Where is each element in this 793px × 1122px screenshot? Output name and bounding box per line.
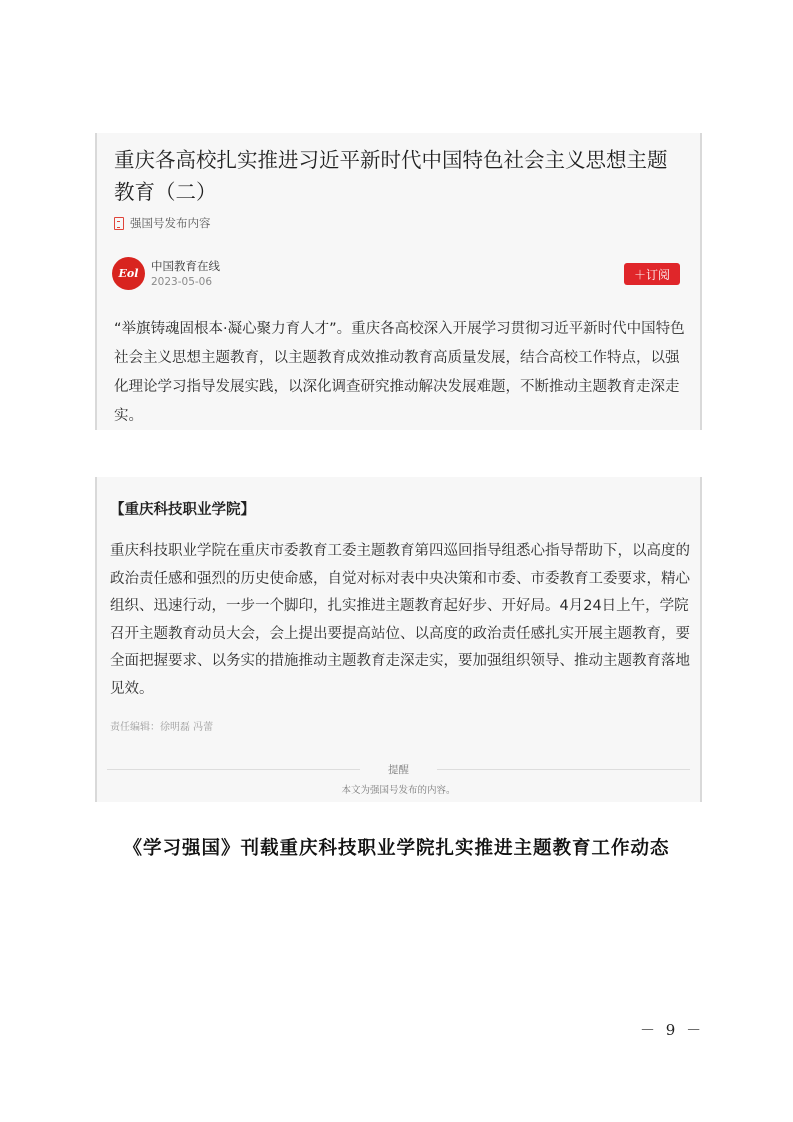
article-title: 重庆各高校扎实推进习近平新时代中国特色社会主义思想主题教育（二） <box>114 148 668 204</box>
publisher-name[interactable]: 中国教育在线 <box>151 259 220 273</box>
notice-divider <box>107 762 690 777</box>
article-card <box>95 133 702 430</box>
document-icon <box>114 217 124 230</box>
figure-caption: 《学习强国》刊载重庆科技职业学院扎实推进主题教育工作动态 <box>123 838 670 859</box>
divider-line-right <box>437 769 690 770</box>
publisher-logo[interactable]: Eol <box>112 257 145 290</box>
source-row <box>114 215 211 231</box>
notice-text: 本文为强国号发布的内容。 <box>341 785 456 796</box>
notice-title: 提醒 <box>388 764 409 776</box>
section-heading: 【重庆科技职业学院】 <box>110 502 255 518</box>
editor-credit: 责任编辑：徐明磊 冯蕾 <box>110 722 214 733</box>
page-number: － 9 － <box>640 1021 705 1039</box>
section-paragraph: 重庆科技职业学院在重庆市委教育工委主题教育第四巡回指导组悉心指导帮助下，以高度的政治责任感和强烈的历史使命感，自觉对标对表中央决策和市委、市委教育工委要求，精心组织、迅速行动，一步一个脚印，扎实推进主题教育起好步、开好局。4月24日上午，学院召开主题教育动员大会，会上提出要提高站位、以高度的政治责任感扎实开展主题教育，要全面把握要求、以务实的措施推动主题教育走深走实，要加强组织领导、推动主题教育落地见效。 <box>110 543 690 697</box>
intro-paragraph: “举旗铸魂固根本·凝心聚力育人才”。重庆各高校深入开展学习贯彻习近平新时代中国特色社会主义思想主题教育，以主题教育成效推动教育高质量发展，结合高校工作特点，以强化理论学习指导发展实践，以深化调查研究推动解决发展难题，不断推动主题教育走深走实。 <box>114 321 685 424</box>
publisher-row <box>112 257 684 291</box>
divider-line-left <box>107 769 360 770</box>
source-label: 强国号发布内容 <box>130 216 211 230</box>
subscribe-button[interactable]: ＋订阅 <box>624 263 680 285</box>
publish-date: 2023-05-06 <box>151 276 213 288</box>
section-card <box>95 477 702 802</box>
